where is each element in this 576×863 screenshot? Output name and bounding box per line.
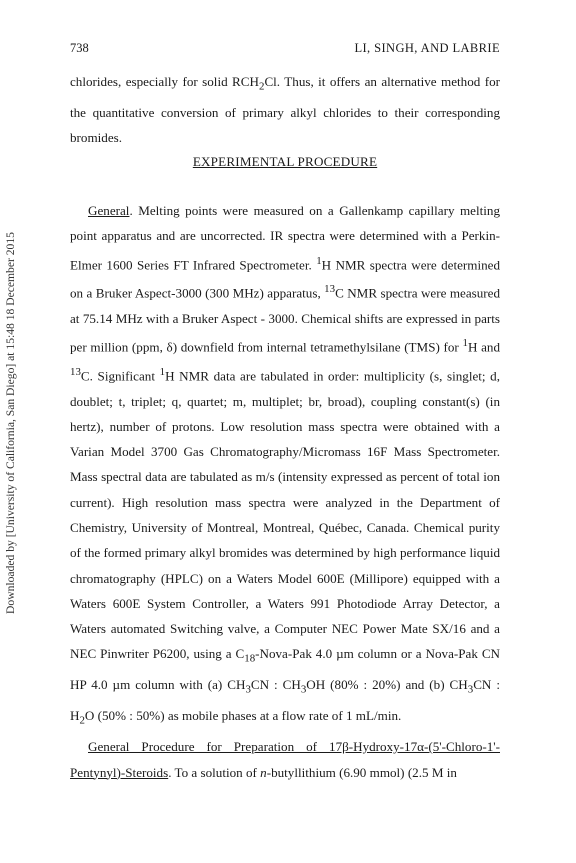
page-number: 738 [70,41,89,55]
general-heading: General [88,203,130,218]
page-header [70,41,500,57]
download-notice: Downloaded by [University of California, San Diego] at 15:48 18 December 2015 [4,232,17,614]
procedure-paragraph: General Procedure for Preparation of 17β-Hydroxy-17α-(5'-Chloro-1'-Pentynyl)-Steroids. To a solution of n-butyllithium (6.90 mmol) (2.5 M in [70,739,500,780]
download-watermark [2,185,20,661]
procedure-heading: General Procedure for Preparation of 17β-Hydroxy-17α-(5'-Chloro-1'-Pentynyl)-Steroids [70,739,500,780]
running-head: LI, SINGH, AND LABRIE [354,41,500,55]
general-section [70,198,500,785]
section-title: EXPERIMENTAL PROCEDURE [192,154,378,169]
intro-paragraph [70,69,500,151]
general-paragraph: General. Melting points were measured on a Gallenkamp capillary melting point apparatus and are uncorrected. IR spectra were determined with a Perkin-Elmer 1600 Series FT Infrared Spectrometer. $^1$H NMR spectra were determined on a Bruker Aspect-3000 (300 MHz) apparatus, $^{13}$C NMR spectra were measured at 75.14 MHz with a Bruker Aspect - 3000. Chemical shifts are expressed in parts per million (ppm, δ) downfield from internal tetramethylsilane (TMS) for $^1$H and $^{13}$C. Significant $^1$H NMR data are tabulated in order: multiplicity (s, singlet; d, doublet; t, triplet; q, quartet; m, multiplet; br, broad), coupling constant(s) (in hertz), number of protons. Low resolution mass spectra were obtained with a Varian Model 3700 Gas Chromatography/Micromass 16F Mass Spectrometer. Mass spectral data are tabulated as m/s (intensity expressed as percent of total ion current). High resolution mass spectra were analyzed in the Department of Chemistry, University of Montreal, Montreal, Québec, Canada. Chemical purity of the formed primary alkyl bromides was determined by high performance liquid chromatography (HPLC) on a Waters Model 600E (Millipore) equipped with a Waters 600E System Controller, a Waters 991 Photodiode Array Detector, a Waters automated Switching valve, a Computer NEC Power Mate SX/16 and a NEC Pinwriter P6200, using a $C_{18}-Nova$-Pak 4.0 µm column or a Nova-Pak CN HP 4.0 µm column with (a) $CH_3CN$ : $CH_3OH$ (80% : 20%) and (b) $CH_3CN$ : $H_2O$ (50% : 50%) as mobile phases at a flow rate of 1 mL/min. [70,203,501,727]
intro-text: chlorides, especially for solid $RCH_2Cl$. Thus, it offers an alternative method for the quantitative conversion of primary alkyl chlorides to their corresponding bromides. [70,74,501,146]
